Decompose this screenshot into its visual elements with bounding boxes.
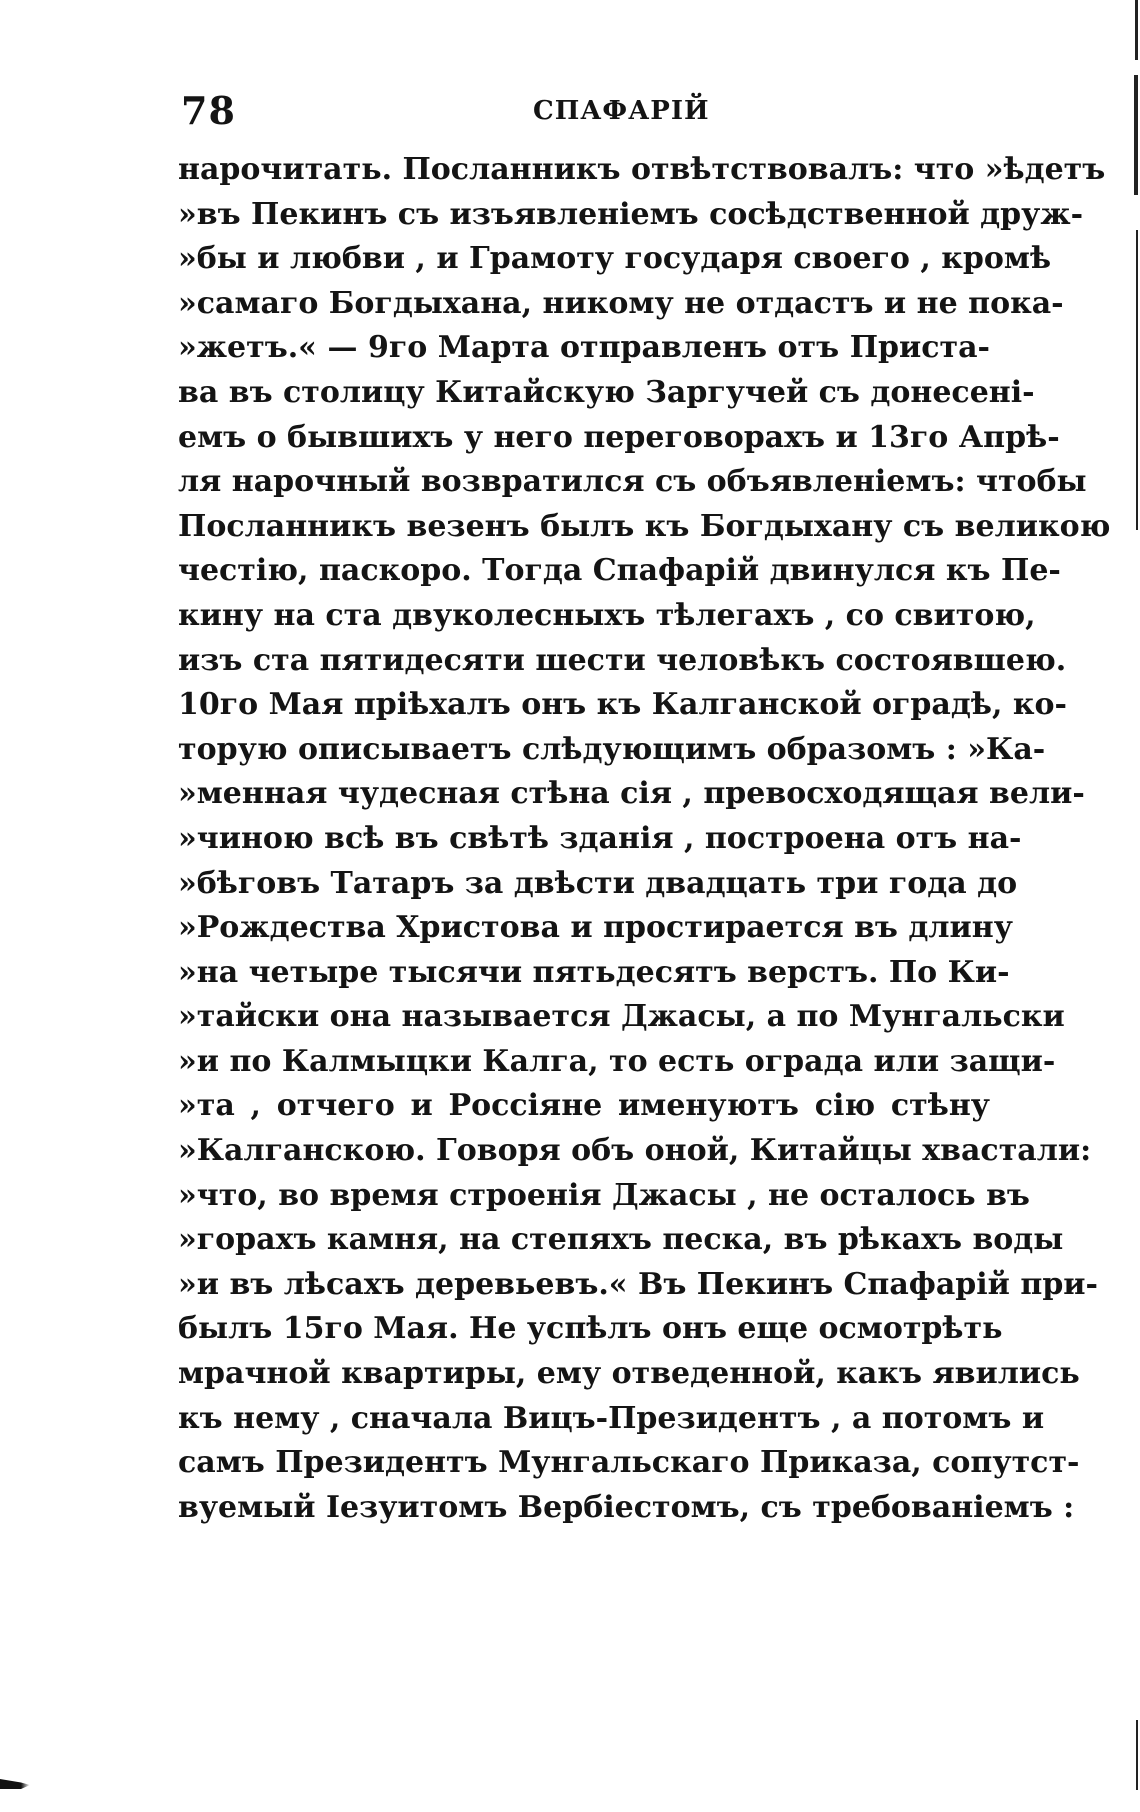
page-header <box>181 88 989 132</box>
text-line: емъ о бывшихъ у него переговорахъ и 13го Апрѣ- <box>178 419 1060 455</box>
scan-corner-mark <box>0 1779 30 1789</box>
text-line: честію, паскоро. Тогда Спафарій двинулся къ Пе- <box>178 553 1061 589</box>
scan-edge <box>1135 0 1138 60</box>
text-line: самъ Президентъ Мунгальскаго Приказа, сопутст- <box>178 1445 1080 1481</box>
text-line: торую описываетъ слѣдующимъ образомъ : »Ка- <box>178 731 1046 767</box>
text-line: изъ ста пятидесяти шести человѣкъ состоявшею. <box>178 642 1067 678</box>
scan-edge <box>1136 230 1138 530</box>
text-line: »и по Калмыцки Калга, то есть ограда или защи- <box>178 1043 1056 1079</box>
text-line: »менная чудесная стѣна сія , превосходящая вели- <box>178 776 1085 812</box>
text-line: мрачной квартиры, ему отведенной, какъ явились <box>178 1356 1080 1392</box>
text-line: вуемый Іезуитомъ Вербіестомъ, съ требованіемъ : <box>178 1489 1075 1525</box>
text-line: »бы и любви , и Грамоту государя своего , кромѣ <box>178 241 1052 277</box>
text-line: ля нарочный возвратился съ объявленіемъ: чтобы <box>178 464 1087 500</box>
text-line: »что, во время строенія Джасы , не осталось въ <box>178 1177 1030 1213</box>
text-line: кину на ста двуколесныхъ тѣлегахъ , со свитою, <box>178 597 1036 633</box>
text-line: къ нему , сначала Вицъ-Президентъ , а потомъ и <box>178 1400 1045 1436</box>
text-line: »горахъ камня, на степяхъ песка, въ рѣкахъ воды <box>178 1222 1064 1258</box>
scan-edge <box>1136 1720 1138 1790</box>
text-line: нарочитать. Посланникъ отвѣтствовалъ: что »ѣдетъ <box>178 152 1106 187</box>
text-line: »чиною всѣ въ свѣтѣ зданія , построена отъ на- <box>178 820 1022 856</box>
body-text <box>178 148 1111 1530</box>
text-line: »бѣговъ Татаръ за двѣсти двадцать три года до <box>178 865 1018 901</box>
text-line: Посланникъ везенъ былъ къ Богдыхану съ великою <box>178 508 1111 544</box>
scan-edge <box>1134 75 1138 195</box>
running-head: СПАФАРІЙ <box>533 96 710 126</box>
text-line: »въ Пекинъ съ изъявленіемъ сосѣдственной друж- <box>178 196 1084 232</box>
text-line: »жетъ.« — 9го Марта отправленъ отъ Пристa- <box>178 330 990 366</box>
text-line: »на четыре тысячи пятьдесятъ верстъ. По Ки- <box>178 954 1010 990</box>
text-line: »Калганскою. Говоря объ оной, Китайцы хвастали: <box>178 1133 1092 1169</box>
page-number: 78 <box>181 88 236 133</box>
text-line: »и въ лѣсахъ деревьевъ.« Въ Пекинъ Спафарій при- <box>178 1266 1099 1302</box>
text-line: былъ 15го Мая. Не успѣлъ онъ еще осмотрѣть <box>178 1311 1003 1347</box>
text-line: »самаго Богдыхана, никому не отдастъ и не пока- <box>178 285 1064 321</box>
text-line: »Рождества Христова и простирается въ длину <box>178 910 1013 946</box>
text-line: 10го Мая пріѣхалъ онъ къ Калганской оградѣ, ко- <box>178 687 1067 723</box>
text-line: ва въ столицу Китайскую Заргучей съ донесені- <box>178 374 1035 410</box>
text-line: »тайски она называется Джасы, а по Мунгальски <box>178 999 1065 1035</box>
text-line: »та , отчего и Россіяне именуютъ сію стѣну <box>178 1088 990 1124</box>
